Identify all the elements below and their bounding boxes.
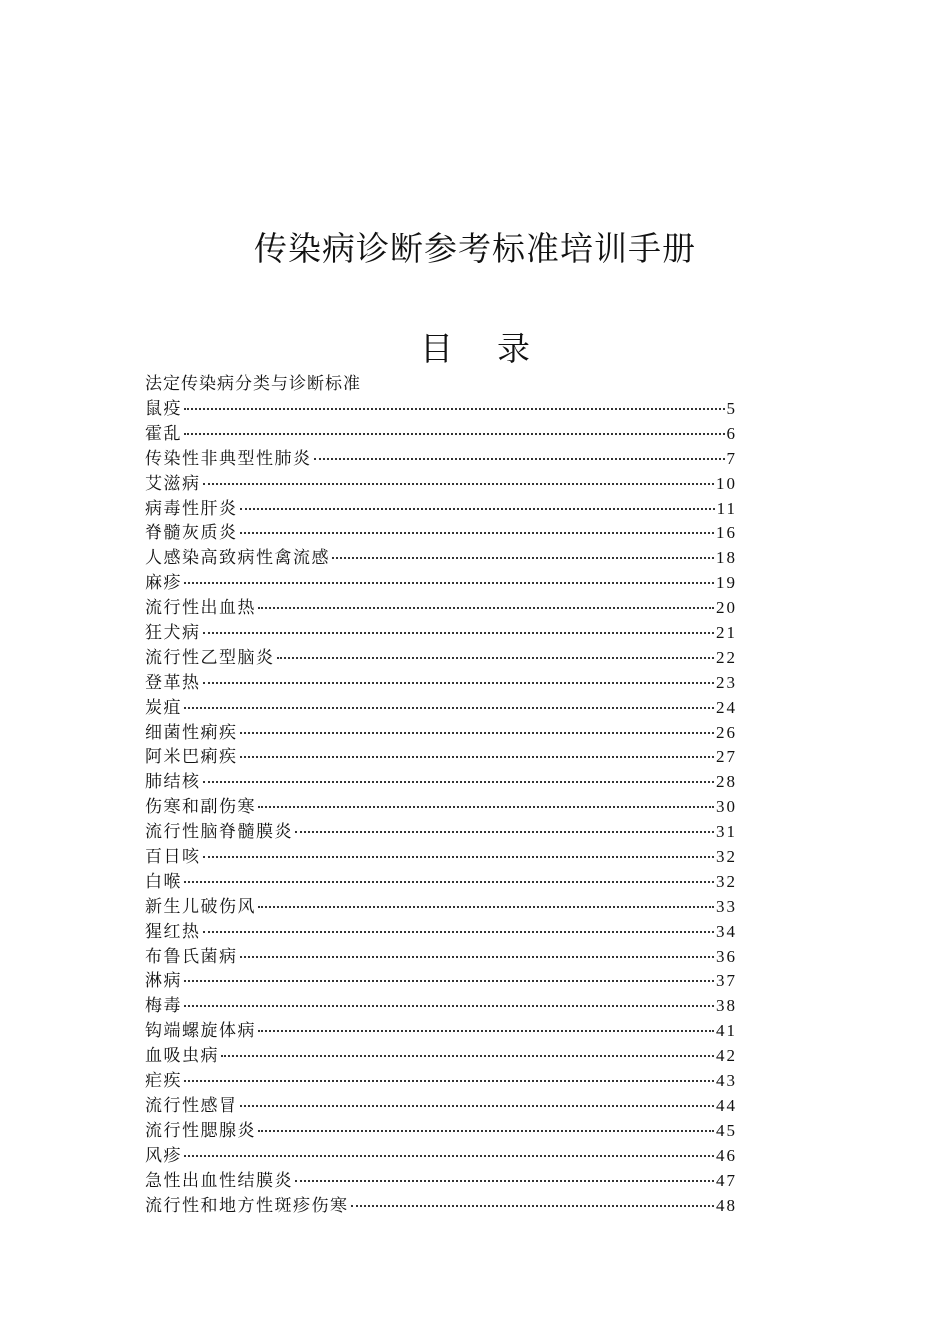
toc-entry[interactable] (145, 696, 737, 721)
toc-entry-name: 登革热 (145, 672, 201, 693)
toc-entry[interactable] (145, 571, 737, 596)
toc-entry-page: 41 (716, 1021, 737, 1041)
toc-entry-page: 28 (716, 772, 737, 792)
toc-entry-leader (184, 1155, 714, 1157)
toc-entry-leader (351, 1205, 715, 1207)
toc-entry-name: 阿米巴痢疾 (145, 747, 238, 768)
toc-entry-page: 44 (716, 1095, 737, 1115)
toc-entry-page: 45 (716, 1120, 737, 1140)
toc-entry-page: 38 (716, 996, 737, 1016)
toc-entry-name: 霍乱 (145, 423, 182, 444)
toc-entry-leader (240, 956, 715, 958)
toc-entry-name: 病毒性肝炎 (145, 498, 238, 519)
toc-entry-page: 31 (716, 822, 737, 842)
toc-entry-page: 43 (716, 1071, 737, 1091)
toc-entry-page: 21 (716, 623, 737, 643)
toc-entry-leader (184, 408, 725, 410)
toc-entry-name: 狂犬病 (145, 623, 201, 644)
toc-entry-leader (184, 582, 714, 584)
toc-entry[interactable] (145, 1169, 737, 1194)
toc-entry-page: 37 (716, 971, 737, 991)
toc-entry-page: 46 (716, 1145, 737, 1165)
toc-entry[interactable] (145, 1194, 737, 1219)
toc-entry-page: 47 (716, 1170, 737, 1190)
toc-entry-leader (332, 557, 714, 559)
toc-entry-name: 流行性乙型脑炎 (145, 647, 275, 668)
toc-entry-page: 24 (716, 697, 737, 717)
toc-entry-leader (203, 483, 715, 485)
toc-entry-leader (203, 682, 715, 684)
toc-entry[interactable] (145, 1144, 737, 1169)
toc-entry-name: 血吸虫病 (145, 1046, 219, 1067)
toc-entry[interactable] (145, 770, 737, 795)
toc-entry-leader (295, 1180, 714, 1182)
toc-entry-leader (258, 906, 714, 908)
toc-entry-name: 流行性感冒 (145, 1095, 238, 1116)
toc-entry-name: 流行性和地方性斑疹伤寒 (145, 1195, 349, 1216)
toc-entry-page: 16 (716, 523, 737, 543)
toc-entry[interactable] (145, 1044, 737, 1069)
toc-entry[interactable] (145, 721, 737, 746)
toc-entry-name: 风疹 (145, 1145, 182, 1166)
toc-entry-leader (203, 931, 715, 933)
toc-entry-name: 流行性出血热 (145, 598, 256, 619)
toc-heading-right: 录 (497, 329, 530, 368)
toc-entry-name: 布鲁氏菌病 (145, 946, 238, 967)
toc-entry-page: 48 (716, 1195, 737, 1215)
toc-entry-page: 34 (716, 921, 737, 941)
toc-entry-name: 伤寒和副伤寒 (145, 797, 256, 818)
toc-entry[interactable] (145, 472, 737, 497)
toc-entry-leader (184, 881, 714, 883)
toc-entry[interactable] (145, 621, 737, 646)
toc-entry-leader (184, 707, 714, 709)
toc-entry-leader (258, 607, 714, 609)
toc-entry-page: 36 (716, 946, 737, 966)
toc-entry[interactable] (145, 745, 737, 770)
toc-entry-name: 艾滋病 (145, 473, 201, 494)
toc-entry[interactable] (145, 795, 737, 820)
toc-entry-leader (240, 508, 715, 510)
toc-entry-name: 脊髓灰质炎 (145, 523, 238, 544)
toc-entry-leader (203, 856, 715, 858)
toc-entry-leader (184, 1005, 714, 1007)
toc-entry-leader (184, 433, 725, 435)
toc-entry-page: 33 (716, 896, 737, 916)
toc-entry-leader (240, 1105, 715, 1107)
toc-entry-page: 10 (716, 473, 737, 493)
toc-entry-page: 32 (716, 871, 737, 891)
toc-entry-leader (295, 831, 714, 833)
toc-entry[interactable] (145, 1094, 737, 1119)
toc-entry[interactable] (145, 521, 737, 546)
toc-entry-page: 26 (716, 722, 737, 742)
toc-entry[interactable] (145, 1019, 737, 1044)
toc-entry-page: 42 (716, 1046, 737, 1066)
toc-entry-name: 肺结核 (145, 772, 201, 793)
toc-entry-page: 27 (716, 747, 737, 767)
toc-entry-page: 19 (716, 573, 737, 593)
toc-entry-name: 猩红热 (145, 921, 201, 942)
toc-section-title: 法定传染病分类与诊断标准 (145, 374, 361, 394)
toc-entry-name: 麻疹 (145, 573, 182, 594)
toc-entry-page: 5 (726, 399, 737, 418)
toc-entry-leader (240, 732, 715, 734)
toc-entry[interactable] (145, 895, 737, 920)
document-title: 传染病诊断参考标准培训手册 (254, 229, 696, 268)
toc-entry[interactable] (145, 646, 737, 671)
toc-entry-leader (258, 1130, 714, 1132)
toc-entry-name: 细菌性痢疾 (145, 722, 238, 743)
toc-entry[interactable] (145, 596, 737, 621)
toc-entry[interactable] (145, 1069, 737, 1094)
toc-entry-name: 炭疽 (145, 697, 182, 718)
toc-entry-name: 疟疾 (145, 1071, 182, 1092)
toc-entry-page: 22 (716, 647, 737, 667)
toc-entry-leader (258, 806, 714, 808)
toc-entry-leader (258, 1030, 714, 1032)
toc-entry-page: 30 (716, 797, 737, 817)
toc-entry[interactable] (145, 845, 737, 870)
toc-entry[interactable] (145, 870, 737, 895)
toc-entry-page: 6 (726, 423, 737, 443)
toc-entry[interactable] (145, 671, 737, 696)
toc-entry-name: 梅毒 (145, 996, 182, 1017)
toc-entry-leader (184, 1080, 714, 1082)
toc-entry[interactable] (145, 397, 737, 422)
toc-list (145, 397, 737, 1218)
toc-entry-leader (240, 532, 715, 534)
toc-entry[interactable] (145, 1119, 737, 1144)
toc-entry[interactable] (145, 945, 737, 970)
toc-entry-name: 白喉 (145, 871, 182, 892)
toc-entry-page: 7 (726, 448, 737, 468)
toc-entry-page: 18 (716, 548, 737, 568)
toc-entry-name: 鼠疫 (145, 399, 182, 419)
toc-entry-leader (184, 980, 714, 982)
toc-entry-page: 20 (716, 598, 737, 618)
toc-entry-page: 11 (716, 498, 737, 518)
toc-entry[interactable] (145, 422, 737, 447)
toc-entry[interactable] (145, 546, 737, 571)
toc-entry[interactable] (145, 447, 737, 472)
toc-entry-leader (314, 458, 725, 460)
toc-entry-name: 百日咳 (145, 847, 201, 868)
toc-entry-leader (277, 657, 715, 659)
toc-entry-page: 23 (716, 672, 737, 692)
toc-entry[interactable] (145, 497, 737, 522)
toc-entry-name: 急性出血性结膜炎 (145, 1170, 293, 1191)
toc-entry-name: 流行性腮腺炎 (145, 1120, 256, 1141)
toc-entry-leader (240, 756, 715, 758)
toc-entry[interactable] (145, 920, 737, 945)
toc-entry-name: 人感染高致病性禽流感 (145, 548, 330, 569)
toc-entry-name: 流行性脑脊髓膜炎 (145, 822, 293, 843)
toc-entry-page: 32 (716, 847, 737, 867)
toc-entry-leader (203, 781, 715, 783)
toc-heading (0, 326, 950, 372)
toc-entry-name: 传染性非典型性肺炎 (145, 448, 312, 469)
toc-entry[interactable] (145, 994, 737, 1019)
toc-entry-name: 新生儿破伤风 (145, 896, 256, 917)
toc-entry-leader (221, 1055, 714, 1057)
toc-entry-name: 淋病 (145, 971, 182, 992)
toc-heading-left: 目 (420, 329, 453, 368)
toc-entry-leader (203, 632, 715, 634)
toc-entry-name: 钩端螺旋体病 (145, 1021, 256, 1042)
toc-entry[interactable] (145, 969, 737, 994)
toc-entry[interactable] (145, 820, 737, 845)
